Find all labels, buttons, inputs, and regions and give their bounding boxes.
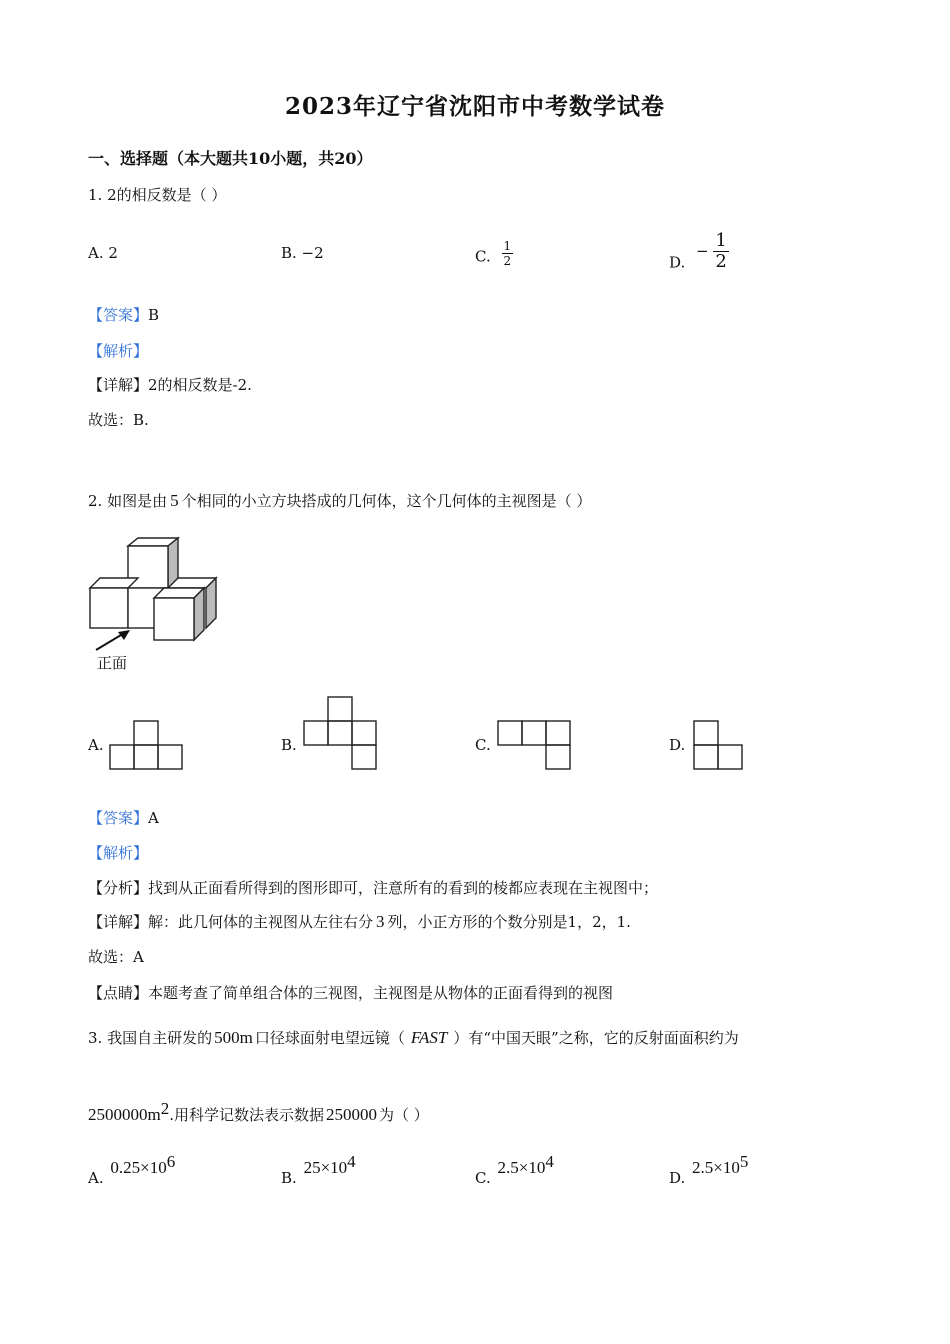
q2-detail [88, 911, 631, 932]
stem-text: ）有“中国天眼”之称，它的反射面面积约为 [453, 1029, 739, 1047]
front-label: 正面 [97, 654, 128, 672]
dianjing-tag: 【点睛】 [88, 984, 149, 1002]
dianjing-text: 本题考查了简单组合体的三视图，主视图是从物体的正面看得到的视图 [148, 984, 614, 1002]
option-value: 25×10 [303, 1158, 348, 1177]
q1-analysis-tag: 【解析】 [88, 342, 149, 360]
q3-option-c [475, 1152, 554, 1187]
q1-answer [88, 304, 159, 325]
fraction-numerator: 1 [715, 230, 727, 251]
option-label: B. [281, 1169, 297, 1187]
stem-fast: FAST [410, 1028, 448, 1047]
fraction-half [502, 240, 514, 267]
stem-text: 口径球面射电望远镜（ [254, 1029, 405, 1047]
q3-option-d [669, 1152, 749, 1187]
stem-text: 个相同的小立方块搭成的几何体，这个几何体的主视图是（ ） [181, 492, 592, 510]
q1-option-a: A. 2 [88, 244, 118, 262]
section-heading: 一、选择题（本大题共10小题，共20） [88, 149, 373, 168]
view-option-d [692, 720, 744, 770]
view-option-a [108, 720, 184, 770]
answer-tag: 【答案】 [88, 809, 149, 827]
area-exponent: 2 [160, 1099, 170, 1118]
q1-option-d [669, 230, 729, 283]
q1-option-b: B. −2 [281, 244, 324, 262]
option-value: 0.25×10 [110, 1158, 167, 1177]
detail-tag: 【详解】 [88, 376, 149, 394]
q3-option-a [88, 1152, 176, 1187]
answer-value: B [148, 306, 160, 324]
detail-text: 列，小正方形的个数分别是1，2，1. [387, 913, 631, 931]
detail-text: 2的相反数是-2. [148, 376, 252, 394]
detail-number: 3 [376, 912, 385, 931]
q1-option-d-label: D. [669, 253, 686, 272]
q2-dianjing [88, 982, 613, 1003]
q2-option-c: C. [475, 736, 491, 754]
option-label: C. [475, 1169, 491, 1187]
question-1-stem: 1. 2的相反数是（ ） [88, 186, 227, 204]
detail-tag: 【详解】 [88, 913, 149, 931]
option-value: 2.5×10 [497, 1158, 546, 1177]
option-exponent: 4 [545, 1152, 554, 1171]
page-title: 2023年辽宁省沈阳市中考数学试卷 [284, 93, 665, 120]
fraction-denominator: 2 [503, 254, 512, 268]
q2-choose: 故选：A [88, 948, 144, 966]
minus-sign: − [696, 241, 709, 260]
view-option-c [496, 720, 572, 770]
fraction-denominator: 2 [715, 251, 727, 272]
option-exponent: 4 [347, 1152, 356, 1171]
question-3-stem [88, 1027, 739, 1048]
q1-detail [88, 374, 252, 395]
fenxi-text: 找到从正面看所得到的图形即可，注意所有的看到的棱都应表现在主视图中； [148, 879, 659, 897]
q2-answer [88, 807, 159, 828]
option-exponent: 5 [739, 1152, 749, 1171]
question-2-stem [88, 490, 591, 511]
detail-text: 解：此几何体的主视图从左往右分 [148, 913, 374, 931]
q2-option-d: D. [669, 736, 686, 754]
answer-value: A [148, 809, 159, 827]
stem-quantity: 500m [214, 1028, 253, 1047]
q2-option-b: B. [281, 736, 297, 754]
q3-option-b [281, 1152, 356, 1187]
q1-option-c [475, 239, 513, 271]
stem-text: 为（ ） [379, 1106, 429, 1124]
q2-fenxi [88, 877, 658, 898]
option-value: 2.5×10 [692, 1158, 740, 1177]
question-3-line2 [88, 1099, 429, 1125]
stem-number: 5 [170, 491, 179, 510]
option-exponent: 6 [166, 1152, 176, 1171]
stem-text: 2. 如图是由 [88, 492, 168, 510]
arrow-icon [96, 630, 130, 650]
option-label: A. [88, 1169, 104, 1187]
option-label: D. [669, 1169, 686, 1187]
q1-option-c-label: C. [475, 247, 491, 266]
fenxi-tag: 【分析】 [88, 879, 149, 897]
fraction-neg-half [713, 232, 728, 271]
fraction-numerator: 1 [503, 239, 512, 253]
stem-text: .用科学记数法表示数据 [169, 1106, 325, 1124]
area-number: 2500000m [88, 1105, 161, 1124]
q1-choose: 故选：B. [88, 411, 149, 429]
answer-tag: 【答案】 [88, 306, 149, 324]
view-option-b [302, 696, 378, 770]
q2-analysis-tag: 【解析】 [88, 844, 149, 862]
q2-option-a: A. [88, 736, 104, 754]
data-number: 250000 [326, 1105, 378, 1124]
stem-text: 3. 我国自主研发的 [88, 1029, 213, 1047]
